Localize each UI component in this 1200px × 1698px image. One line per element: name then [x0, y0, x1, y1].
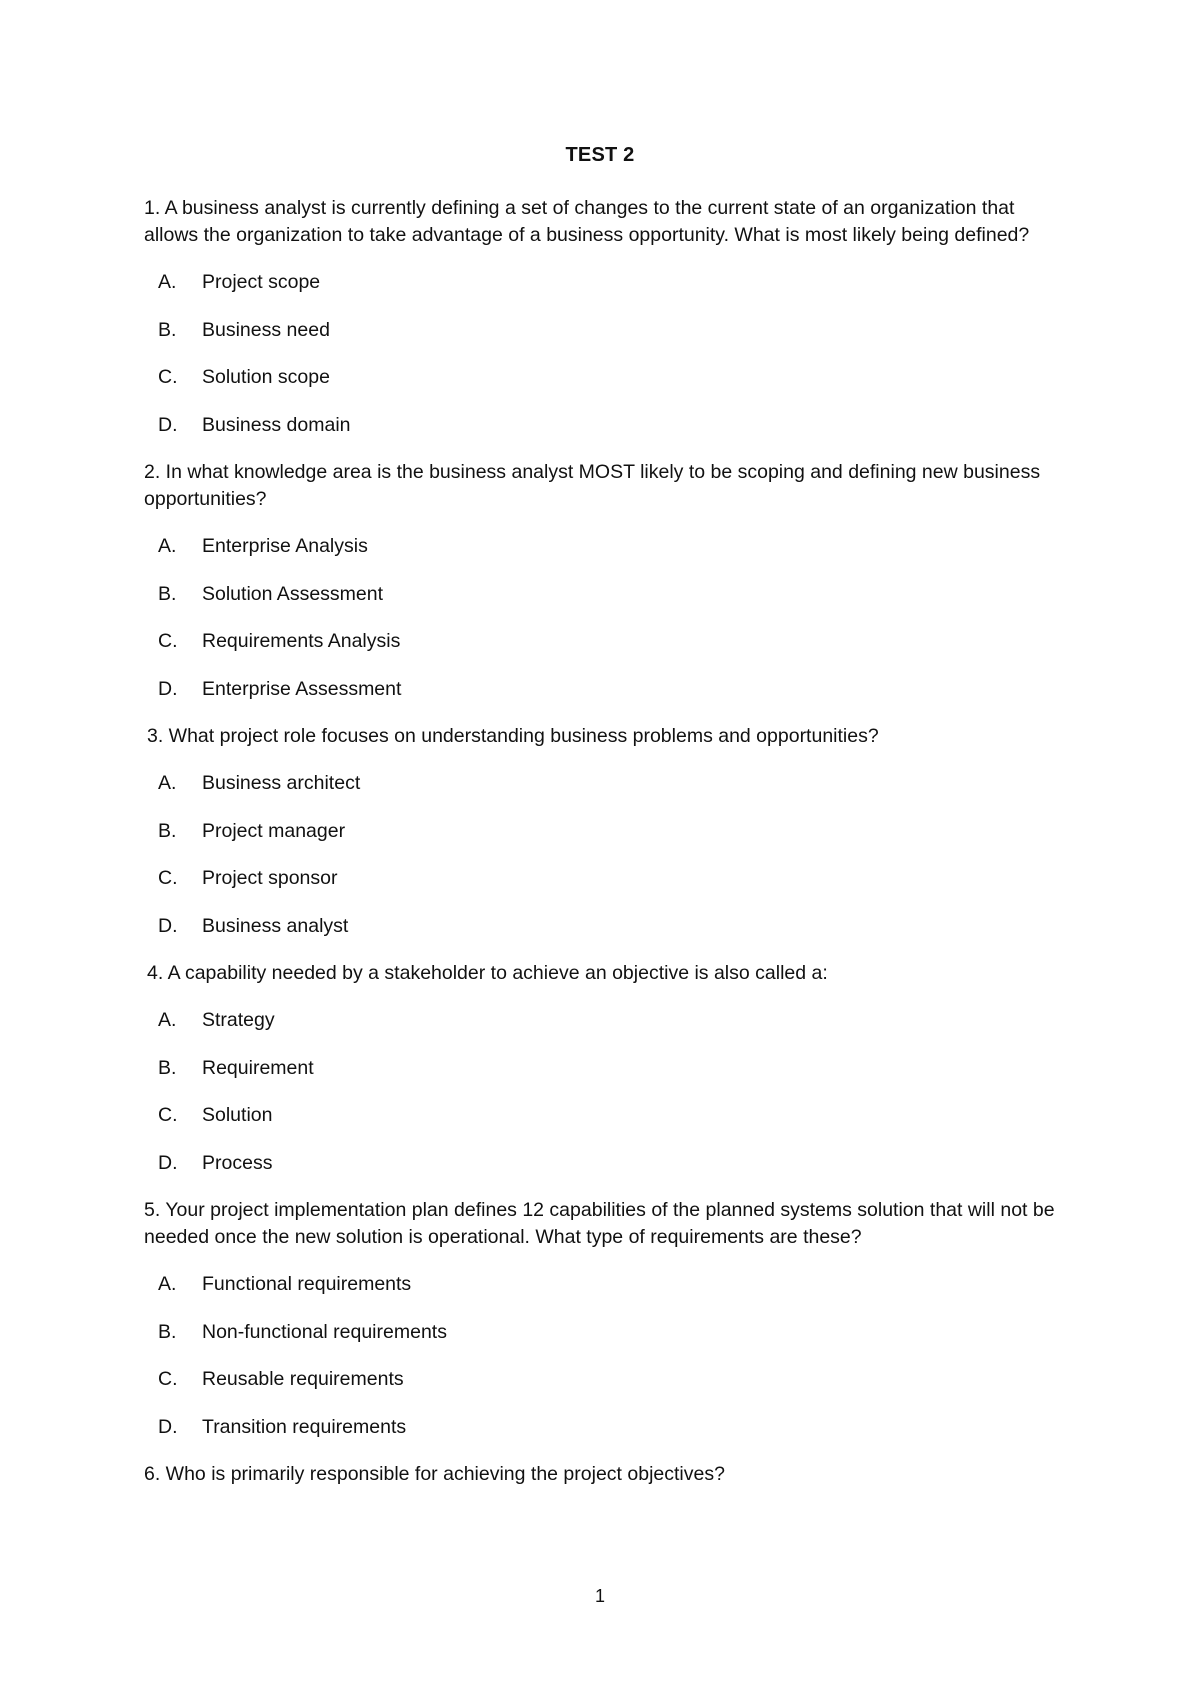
question-1-text: 1. A business analyst is currently defining a set of changes to the current state of an organization that allows the organization to take advantage of a business opportunity. What is most likely being defined? [144, 197, 1030, 246]
option-text: Project scope [202, 271, 321, 293]
option-text: Enterprise Analysis [202, 535, 368, 557]
option-text: Solution Assessment [202, 582, 384, 605]
option-item [158, 818, 1064, 845]
option-item [158, 269, 1064, 296]
option-item [158, 865, 1064, 892]
option-text: Transition requirements [202, 1415, 407, 1438]
option-letter: D. [158, 1415, 178, 1438]
option-text: Requirement [202, 1056, 314, 1079]
option-item [158, 1102, 1064, 1129]
option-item [158, 1150, 1064, 1177]
option-text: Requirements Analysis [202, 630, 401, 652]
option-text: Non-functional requirements [202, 1320, 447, 1343]
option-text: Business architect [202, 772, 361, 794]
option-letter: C. [158, 867, 178, 889]
option-letter: D. [158, 413, 178, 436]
option-letter: B. [158, 1320, 177, 1343]
option-letter: A. [158, 271, 177, 293]
option-letter: B. [158, 1056, 177, 1079]
question-4-text: 4. A capability needed by a stakeholder to achieve an objective is also called a: [147, 962, 828, 984]
question-5-options [144, 1271, 1064, 1441]
option-letter: B. [158, 582, 177, 605]
option-item [158, 412, 1064, 439]
option-text: Business domain [202, 413, 351, 436]
option-text: Solution [202, 1104, 273, 1126]
question-2-text: 2. In what knowledge area is the business analyst MOST likely to be scoping and defining new business opportunities? [144, 461, 1041, 510]
option-letter: C. [158, 630, 178, 652]
option-item [158, 770, 1064, 797]
question-3-text: 3. What project role focuses on understanding business problems and opportunities? [147, 725, 879, 747]
option-text: Strategy [202, 1009, 275, 1031]
option-letter: C. [158, 1368, 178, 1390]
option-letter: C. [158, 366, 178, 388]
question-1-options [144, 269, 1064, 439]
option-text: Functional requirements [202, 1273, 412, 1295]
option-text: Process [202, 1151, 273, 1174]
option-letter: A. [158, 772, 177, 794]
option-text: Project manager [202, 819, 346, 842]
option-text: Reusable requirements [202, 1368, 404, 1390]
option-item [158, 676, 1064, 703]
option-item [158, 913, 1064, 940]
option-letter: D. [158, 914, 178, 937]
option-item [158, 1366, 1064, 1393]
option-item [158, 1319, 1064, 1346]
question-2-options [144, 533, 1064, 703]
option-letter: B. [158, 318, 177, 341]
option-letter: D. [158, 1151, 178, 1174]
question-list [144, 195, 1064, 1508]
question-5-text: 5. Your project implementation plan defines 12 capabilities of the planned systems solution that will not be needed once the new solution is operational. What type of requirements are these? [144, 1199, 1055, 1248]
question-6-text: 6. Who is primarily responsible for achieving the project objectives? [144, 1463, 725, 1485]
question-4-options [144, 1007, 1064, 1177]
page-title: TEST 2 [565, 144, 635, 166]
option-item [158, 317, 1064, 344]
option-text: Project sponsor [202, 867, 338, 889]
option-item [158, 581, 1064, 608]
option-letter: A. [158, 1009, 177, 1031]
option-text: Solution scope [202, 366, 330, 388]
option-item [158, 364, 1064, 391]
option-item [158, 1007, 1064, 1034]
option-letter: A. [158, 535, 177, 557]
option-letter: C. [158, 1104, 178, 1126]
option-item [158, 1271, 1064, 1298]
option-text: Business need [202, 318, 330, 341]
page-number: 1 [594, 1586, 605, 1606]
option-letter: A. [158, 1273, 177, 1295]
option-item [158, 1414, 1064, 1441]
question-3-options [144, 770, 1064, 940]
option-letter: B. [158, 819, 177, 842]
option-item [158, 1055, 1064, 1082]
option-text: Business analyst [202, 914, 349, 937]
option-item [158, 628, 1064, 655]
option-item [158, 533, 1064, 560]
option-text: Enterprise Assessment [202, 677, 402, 700]
option-letter: D. [158, 677, 178, 700]
